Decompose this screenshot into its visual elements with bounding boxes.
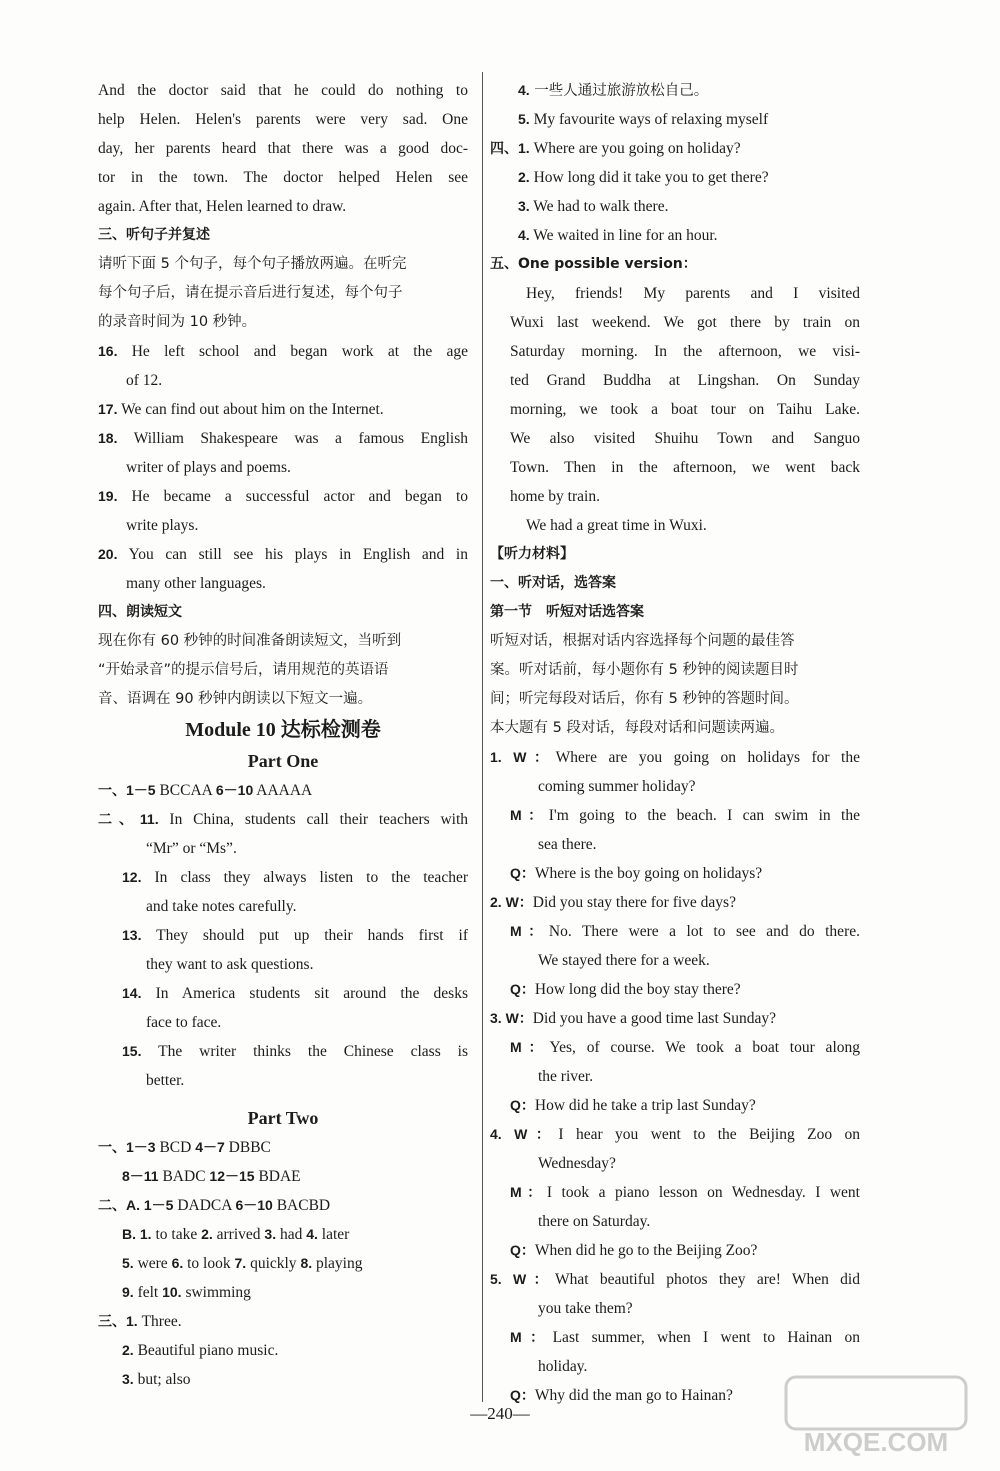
speaker-label: M： [510, 1184, 547, 1200]
answer-label: 3. [264, 1226, 277, 1242]
dialog-cont: Wednesday? [538, 1155, 616, 1172]
answer-value: later [317, 1226, 350, 1243]
speaker-label: Q： [510, 1097, 535, 1113]
sentence-item [98, 424, 468, 453]
speaker-label: M： [510, 923, 549, 939]
instruction-line: 音、语调在 90 秒钟内朗读以下短文一遍。 [98, 691, 373, 707]
answer-item-cont: face to face. [146, 1014, 222, 1031]
essay-line: Town. Then in the afternoon, we went back [510, 459, 860, 476]
answer-row [98, 1162, 468, 1191]
answer-item [490, 163, 860, 192]
answer-item [98, 1336, 468, 1365]
sentence-cont: writer of plays and poems. [126, 459, 291, 476]
answer-item-num: 三、1. [98, 1313, 138, 1329]
answer-item [98, 805, 468, 834]
answer-item [490, 105, 860, 134]
sentence-item-num: 19. [98, 488, 118, 504]
sentence-cont: many other languages. [126, 575, 266, 592]
dialog-text: Where are you going on holidays for the [555, 749, 860, 766]
answer-value: felt [133, 1284, 163, 1301]
answer-value: BADC [158, 1168, 210, 1185]
answer-label: 一、1－5 [98, 782, 156, 798]
answer-label: 12－15 [209, 1168, 255, 1184]
essay-line: ted Grand Buddha at Lingshan. On Sunday [510, 372, 860, 389]
dialog-text: Where is the boy going on holidays? [534, 865, 763, 882]
instruction-line: 案。听对话前，每小题你有 5 秒钟的阅读题目时 [490, 662, 799, 678]
answer-item-num: 14. [122, 985, 142, 1001]
answer-item-text: Beautiful piano music. [133, 1342, 279, 1359]
story-line: day, her parents heard that there was a good doc- [98, 140, 468, 157]
answer-row [98, 776, 468, 805]
sentence-item-text: We can find out about him on the Internet. [117, 401, 384, 418]
part-two-title: Part Two [247, 1108, 319, 1128]
answer-item [98, 863, 468, 892]
answer-item-num: 四、1. [490, 140, 530, 156]
answer-item [490, 134, 860, 163]
dialog-cont: you take them? [538, 1300, 633, 1317]
answer-item-num: 5. [518, 111, 530, 127]
answer-item-num: 13. [122, 927, 142, 943]
dialog-text: Did you have a good time last Sunday? [532, 1010, 777, 1027]
answer-item-num: 4. [518, 227, 530, 243]
answer-item [98, 921, 468, 950]
dialog-text: Why did the man go to Hainan? [534, 1387, 733, 1404]
answer-label: 一、1－3 [98, 1139, 156, 1155]
instruction-line: 请听下面 5 个句子，每个句子播放两遍。在听完 [98, 256, 407, 272]
sentence-item [98, 337, 468, 366]
dialog-text: Did you stay there for five days? [532, 894, 736, 911]
dialog-text: I hear you went to the Beijing Zoo on [558, 1126, 860, 1143]
dialog-cont: the river. [538, 1068, 594, 1085]
answer-value: quickly [246, 1255, 301, 1272]
answer-label: 10. [162, 1284, 182, 1300]
answer-value: BCCAA [155, 782, 216, 799]
instruction-line: “开始录音”的提示信号后，请用规范的英语语 [98, 662, 389, 678]
answer-value: were [133, 1255, 172, 1272]
dialog-line [490, 1120, 860, 1149]
section-title: 四、朗读短文 [98, 604, 182, 620]
dialog-num: 3. [490, 1010, 502, 1026]
speaker-label: Q： [510, 865, 535, 881]
answer-item-text: We waited in line for an hour. [529, 227, 718, 244]
answer-label: 2. [201, 1226, 213, 1242]
story-line: And the doctor said that he could do nothing to [98, 82, 468, 99]
answer-item-cont: they want to ask questions. [146, 956, 314, 973]
dialog-text: What beautiful photos they are! When did [555, 1271, 860, 1288]
answer-row [98, 1278, 468, 1307]
dialog-cont: We stayed there for a week. [538, 952, 710, 969]
instruction-line: 的录音时间为 10 秒钟。 [98, 314, 257, 330]
dialog-line [490, 1033, 860, 1062]
dialog-line [490, 975, 860, 1004]
spacer [98, 1095, 468, 1103]
dialog-line [490, 888, 860, 917]
story-line: help Helen. Helen's parents were very sad. One [98, 111, 468, 128]
answer-item-num: 2. [518, 169, 530, 185]
speaker-label: M： [510, 807, 549, 823]
column-divider [482, 72, 483, 1402]
answer-item-text: The writer thinks the Chinese class is [141, 1043, 468, 1060]
dialog-line [490, 1004, 860, 1033]
sentence-item-text: William Shakespeare was a famous English [117, 430, 468, 447]
dialog-line [490, 1236, 860, 1265]
answer-label: 5. [122, 1255, 134, 1271]
speaker-label: Q： [510, 981, 535, 997]
answer-item-num: 4. [518, 82, 530, 98]
instruction-line: 现在你有 60 秒钟的时间准备朗读短文，当听到 [98, 633, 402, 649]
subsection-title: 第一节 听短对话选答案 [490, 604, 644, 620]
answer-item-text: We had to walk there. [529, 198, 669, 215]
essay-line: Wuxi last weekend. We got there by train on [510, 314, 860, 331]
dialog-num: 2. [490, 894, 502, 910]
sentence-cont: write plays. [126, 517, 199, 534]
answer-item-text: In class they always listen to the teacher [141, 869, 468, 886]
answer-item [490, 192, 860, 221]
dialog-text: How long did the boy stay there? [534, 981, 741, 998]
speaker-label: Q： [510, 1387, 535, 1403]
answer-label: 8－11 [122, 1168, 159, 1184]
essay-line: Hey, friends! My parents and I visited [526, 285, 860, 302]
dialog-text: I took a piano lesson on Wednesday. I went [546, 1184, 860, 1201]
dialog-cont: sea there. [538, 836, 597, 853]
answer-label: 9. [122, 1284, 134, 1300]
answer-item-text: Three. [137, 1313, 182, 1330]
answer-item-text: but; also [133, 1371, 191, 1388]
answer-item-num: 3. [518, 198, 530, 214]
answer-item-text: My favourite ways of relaxing myself [529, 111, 769, 128]
story-line: again. After that, Helen learned to draw. [98, 198, 347, 215]
module-title: Module 10 达标检测卷 [185, 719, 381, 741]
answer-item [490, 76, 860, 105]
answer-item [98, 979, 468, 1008]
answer-item-cont: and take notes carefully. [146, 898, 297, 915]
answer-label: 6. [171, 1255, 184, 1271]
answer-value: BCD [155, 1139, 196, 1156]
answer-value: DADCA [173, 1197, 236, 1214]
answer-item-text: In China, students call their teachers with [158, 811, 468, 828]
speaker-label: M： [510, 1039, 550, 1055]
section-title: 五、One possible version： [490, 256, 697, 272]
essay-line: morning, we took a boat tour on Taihu Lake. [510, 401, 860, 418]
answer-value: to look [183, 1255, 235, 1272]
dialog-line [490, 1091, 860, 1120]
answer-value: to take [151, 1226, 202, 1243]
instruction-line: 听短对话，根据对话内容选择每个问题的最佳答 [490, 633, 795, 649]
answer-label: 4－7 [195, 1139, 225, 1155]
dialog-text: Last summer, when I went to Hainan on [552, 1329, 860, 1346]
right-column [490, 76, 860, 1410]
answer-label: 6－10 [215, 782, 254, 798]
speaker-label: W： [501, 749, 556, 765]
essay-line: Saturday morning. In the afternoon, we visi- [510, 343, 860, 360]
answer-label: 二、A. 1－5 [98, 1197, 174, 1213]
instruction-line: 每个句子后，请在提示音后进行复述，每个句子 [98, 285, 403, 301]
instruction-line: 本大题有 5 段对话，每段对话和问题读两遍。 [490, 720, 784, 736]
answer-item-text: 一些人通过旅游放松自己。 [529, 83, 709, 99]
dialog-line [490, 1178, 860, 1207]
dialog-cont: there on Saturday. [538, 1213, 651, 1230]
listening-title: 【听力材料】 [490, 546, 574, 562]
answer-value: swimming [181, 1284, 251, 1301]
answer-label: B. 1. [122, 1226, 152, 1242]
answer-row [98, 1220, 468, 1249]
sentence-item-text: He left school and began work at the age [117, 343, 468, 360]
answer-item-num: 11. [139, 811, 159, 827]
sentence-item [98, 540, 468, 569]
sentence-item-num: 20. [98, 546, 118, 562]
answer-row [98, 1249, 468, 1278]
answer-item-num: 2. [122, 1342, 134, 1358]
dialog-num: 1. [490, 749, 502, 765]
answer-item-cont: “Mr” or “Ms”. [146, 840, 237, 857]
answer-item [98, 1365, 468, 1394]
answer-row [98, 1191, 468, 1220]
dialog-num: 5. [490, 1271, 502, 1287]
section-num: 二、 [98, 811, 140, 827]
page-number: —240— [470, 1404, 530, 1423]
dialog-text: I'm going to the beach. I can swim in the [548, 807, 860, 824]
answer-item-num: 3. [122, 1371, 134, 1387]
speaker-label: W： [501, 1126, 559, 1142]
sentence-item-text: He became a successful actor and began to [117, 488, 468, 505]
dialog-cont: holiday. [538, 1358, 588, 1375]
answer-value: BDAE [254, 1168, 301, 1185]
answer-value: DBBC [224, 1139, 271, 1156]
answer-value: BACBD [272, 1197, 331, 1214]
answer-label: 7. [234, 1255, 247, 1271]
dialog-text: Yes, of course. We took a boat tour along [549, 1039, 860, 1056]
answer-label: 6－10 [235, 1197, 273, 1213]
dialog-line [490, 1265, 860, 1294]
answer-item-num: 12. [122, 869, 142, 885]
answer-value: arrived [212, 1226, 265, 1243]
part-one-title: Part One [247, 751, 319, 771]
watermark-text: MXQE.COM [803, 1427, 949, 1457]
speaker-label: Q： [510, 1242, 535, 1258]
answer-value: AAAAA [253, 782, 313, 799]
essay-line: We also visited Shuihu Town and Sanguo [510, 430, 860, 447]
answer-item-text: How long did it take you to get there? [529, 169, 769, 186]
sentence-item [98, 395, 468, 424]
left-column [98, 76, 468, 1394]
sentence-item-text: You can still see his plays in English and in [117, 546, 468, 563]
answer-item-text: Where are you going on holiday? [529, 140, 741, 157]
sentence-item-num: 18. [98, 430, 118, 446]
dialog-num: 4. [490, 1126, 502, 1142]
answer-value: had [276, 1226, 307, 1243]
dialog-line [490, 859, 860, 888]
answer-item-text: In America students sit around the desks [141, 985, 468, 1002]
dialog-line [490, 743, 860, 772]
answer-item [490, 221, 860, 250]
sentence-item [98, 482, 468, 511]
answer-row [98, 1133, 468, 1162]
answer-item [98, 1307, 468, 1336]
essay-line: home by train. [510, 488, 600, 505]
answer-item-cont: better. [146, 1072, 185, 1089]
dialog-cont: coming summer holiday? [538, 778, 696, 795]
essay-line: We had a great time in Wuxi. [526, 517, 707, 534]
sentence-item-num: 16. [98, 343, 118, 359]
answer-value: playing [312, 1255, 363, 1272]
sentence-item-num: 17. [98, 401, 118, 417]
section-title: 一、听对话，选答案 [490, 575, 616, 591]
instruction-line: 间；听完每段对话后，你有 5 秒钟的答题时间。 [490, 691, 799, 707]
answer-item [98, 1037, 468, 1066]
story-line: tor in the town. The doctor helped Helen see [98, 169, 468, 186]
answer-item-num: 15. [122, 1043, 142, 1059]
watermark-logo [766, 1371, 986, 1461]
speaker-label: M： [510, 1329, 553, 1345]
speaker-label: W： [501, 1010, 533, 1026]
answer-label: 8. [300, 1255, 313, 1271]
dialog-line [490, 801, 860, 830]
answer-item-text: They should put up their hands first if [141, 927, 468, 944]
dialog-line [490, 1323, 860, 1352]
dialog-text: No. There were a lot to see and do there. [548, 923, 860, 940]
answer-label: 4. [306, 1226, 318, 1242]
section-title: 三、听句子并复述 [98, 227, 210, 243]
dialog-text: How did he take a trip last Sunday? [534, 1097, 756, 1114]
speaker-label: W： [501, 894, 533, 910]
speaker-label: W： [501, 1271, 556, 1287]
dialog-text: When did he go to the Beijing Zoo? [534, 1242, 758, 1259]
sentence-cont: of 12. [126, 372, 163, 389]
dialog-line [490, 917, 860, 946]
